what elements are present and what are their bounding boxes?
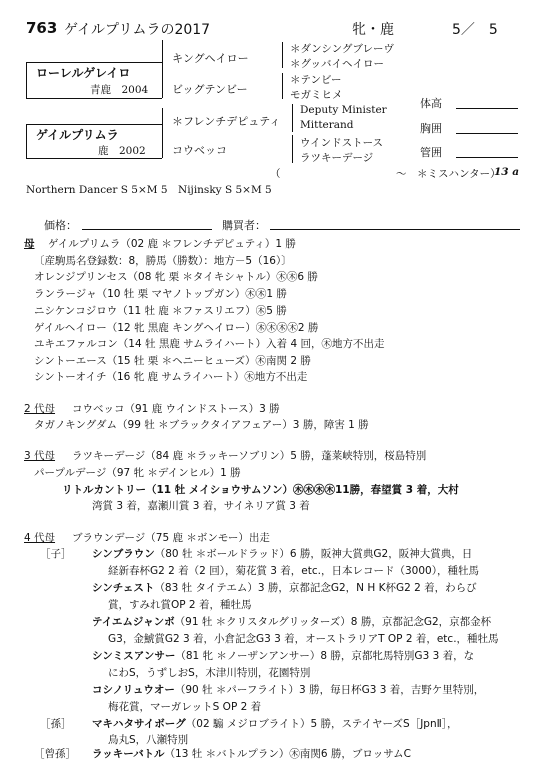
third-dam-progeny-line: パープルデージ（97 牝 ＊デインヒル）1 勝 [34, 467, 241, 479]
sire-dam: ビッグテンビー [172, 83, 248, 96]
entry-name: シンミスアンサー [92, 650, 176, 662]
entry-record-cont: 賞，すみれ賞OP 2 着，種牡馬 [108, 599, 252, 611]
sire-sire-sire: ＊ダンシングブレーヴ [290, 43, 394, 55]
family-number: 13 a [494, 166, 520, 178]
coat-color: ・鹿 [366, 22, 394, 38]
fourth-dam-entry [92, 546, 472, 561]
fourth-dam-entry [92, 614, 491, 629]
dam-name: ゲイルプリムラ [36, 128, 119, 142]
great-grandchild-tag: ［曾孫］ [34, 748, 76, 760]
lot-number: 763 [26, 19, 58, 37]
sex-mark: 牝 [352, 22, 366, 38]
dam-info: 鹿 2002 [98, 145, 146, 157]
dam-dam: コウベッコ [172, 144, 227, 157]
entry-record-cont: にわS，うずしおS，木津川特別，花園特別 [108, 667, 311, 679]
dam-dam-sire: ウインドストース [300, 137, 384, 149]
entry-name: シンブラウン [92, 548, 155, 560]
horse-name: ゲイルプリムラの2017 [64, 22, 211, 38]
sire-sire: キングヘイロー [172, 52, 249, 65]
grandchild-tag: ［孫］ [40, 718, 72, 730]
sire-name: ローレルゲレイロ [36, 66, 131, 80]
inbreeding: Northern Dancer S 5×M 5 Nijinsky S 5×M 5 [26, 184, 272, 196]
entry-record-cont: 梅花賞，マーガレットS OP 2 着 [108, 701, 262, 713]
entry-name: テイエムジャンボ [92, 616, 175, 628]
height-label: 体高 [420, 97, 442, 110]
fourth-dam-entry [92, 580, 477, 595]
buyer-field [270, 229, 520, 230]
dam-sire-sire: Deputy Minister [300, 104, 387, 116]
dam-progeny-line: シントーオイチ（16 牝 鹿 サムライハート）㊍地方不出走 [34, 371, 308, 383]
entry-record: （83 牡 タイテエム）3 勝，京都記念G2，N H K杯G2 2 着，わらび [154, 582, 477, 594]
cannon-label: 管囲 [420, 146, 442, 159]
third-dam-grandchild-cont: 湾賞 3 着，嘉瀬川賞 3 着，サイネリア賞 3 着 [92, 500, 310, 512]
dam-sire: ＊フレンチデピュティ [172, 115, 281, 128]
dam-progeny-line: ランラージャ（10 牡 栗 マヤノトップガン）㊍㊍1 勝 [34, 288, 287, 300]
dam-tag: 母 [24, 238, 35, 250]
sire-dam-sire: ＊テンビー [290, 74, 342, 86]
dam-heading: ゲイルプリムラ（02 鹿 ＊フレンチデピュティ）1 勝 [48, 238, 296, 250]
dam-progeny-line: ニシケンコジロウ（11 牡 鹿 ＊ファスリエフ）㊍5 勝 [34, 305, 287, 317]
entry-record-cont: 経新春杯G2 2 着（2 回），菊花賞 3 着，etc.，日本レコード（3000），種牡馬 [108, 565, 479, 577]
height-field [456, 108, 518, 109]
entry-record: （02 騸 メジロブライト）5 勝，ステイヤーズS［JpnⅡ］， [185, 718, 458, 730]
dam-dam-dam: ラツキーデージ [300, 152, 374, 164]
third-dam-tag: 3 代母 [24, 450, 56, 462]
dam-progeny-line: シントーエース（15 牡 栗 ＊ヘニーヒューズ）㊍南関 2 勝 [34, 355, 311, 367]
entry-record-cont: 鳥丸S，八瀬特別 [108, 734, 189, 746]
dam-progeny-summary: 〔産駒馬名登録数：8，勝馬（勝数）：地方－5（16）〕 [34, 255, 292, 267]
sire-info: 青鹿 2004 [90, 84, 149, 96]
fourth-dam-entry [92, 682, 484, 697]
dam-progeny-line: オレンジプリンセス（08 牝 栗 ＊タイキシャトル）㊍㊍6 勝 [34, 271, 318, 283]
fourth-dam-tag: 4 代母 [24, 532, 56, 544]
entry-record: （13 牡 ＊バトルプラン）㊍南関6 勝，ブロッサムC [164, 748, 412, 760]
third-dam-grandchild-line: リトルカントリー（11 牡 メイショウサムソン）㊍㊍㊍㊍11勝，春望賞 3 着，大村 [62, 484, 459, 496]
third-dam-heading: ラツキーデージ（84 鹿 ＊ラッキーソブリン）5 勝，蓬莱峡特別，桜島特別 [72, 450, 427, 462]
dam-sire-dam: Mitterand [300, 119, 354, 131]
entry-record: （80 牡 ＊ボールドラッド）6 勝，阪神大賞典G2，阪神大賞典，日 [154, 548, 473, 560]
buyer-label: 購買者： [222, 219, 266, 232]
family-line: （ ～ ＊ミスハンター） [270, 168, 501, 180]
second-dam-tag: 2 代母 [24, 403, 56, 415]
dam-progeny-line: ユキエファルコン（14 牡 黒鹿 サムライハート）入着 4 回，㊍地方不出走 [34, 338, 385, 350]
fourth-dam-heading: ブラウンデージ（75 鹿 ＊ボンモー）出走 [72, 532, 270, 544]
fourth-dam-entry [92, 716, 458, 731]
price-label: 価格： [44, 219, 77, 232]
sire-dam-dam: モガミヒメ [290, 89, 343, 101]
entry-name: シンチェスト [92, 582, 155, 594]
fourth-dam-entry [92, 746, 411, 761]
chest-field [456, 133, 518, 134]
entry-record-cont: G3，金鯱賞G2 3 着，小倉記念G3 3 着，オーストラリアT OP 2 着，etc.，種牡馬 [108, 633, 499, 645]
fourth-dam-entry [92, 648, 474, 663]
second-dam-heading: コウベッコ（91 鹿 ウインドストース）3 勝 [72, 403, 280, 415]
entry-name: マキハタサイボーグ [92, 718, 186, 730]
second-dam-progeny-line: タガノキングダム（99 牡 ＊ブラックタイアフェアー）3 勝，障害 1 勝 [34, 419, 369, 431]
price-field [82, 229, 212, 230]
entry-record: （81 牝 ＊ノーザンアンサー）8 勝，京都牝馬特別G3 3 着，な [175, 650, 475, 662]
entry-name: ラッキーバトル [92, 748, 165, 760]
dam-progeny-line: ゲイルヘイロー（12 牝 黒鹿 キングヘイロー）㊍㊍㊍㊍2 勝 [34, 322, 319, 334]
page-number: 5／ 5 [452, 22, 498, 38]
sire-sire-dam: ＊グッバイヘイロー [290, 58, 384, 70]
child-tag: ［子］ [40, 548, 72, 560]
chest-label: 胸囲 [420, 122, 442, 135]
entry-record: （90 牡 ＊パーフライト）3 勝，毎日杯G3 3 着，吉野ケ里特別， [174, 684, 485, 696]
entry-name: コシノリュウオー [92, 684, 175, 696]
entry-record: （91 牡 ＊クリスタルグリッターズ）8 勝，京都記念G2，京都金杯 [174, 616, 492, 628]
cannon-field [456, 157, 518, 158]
